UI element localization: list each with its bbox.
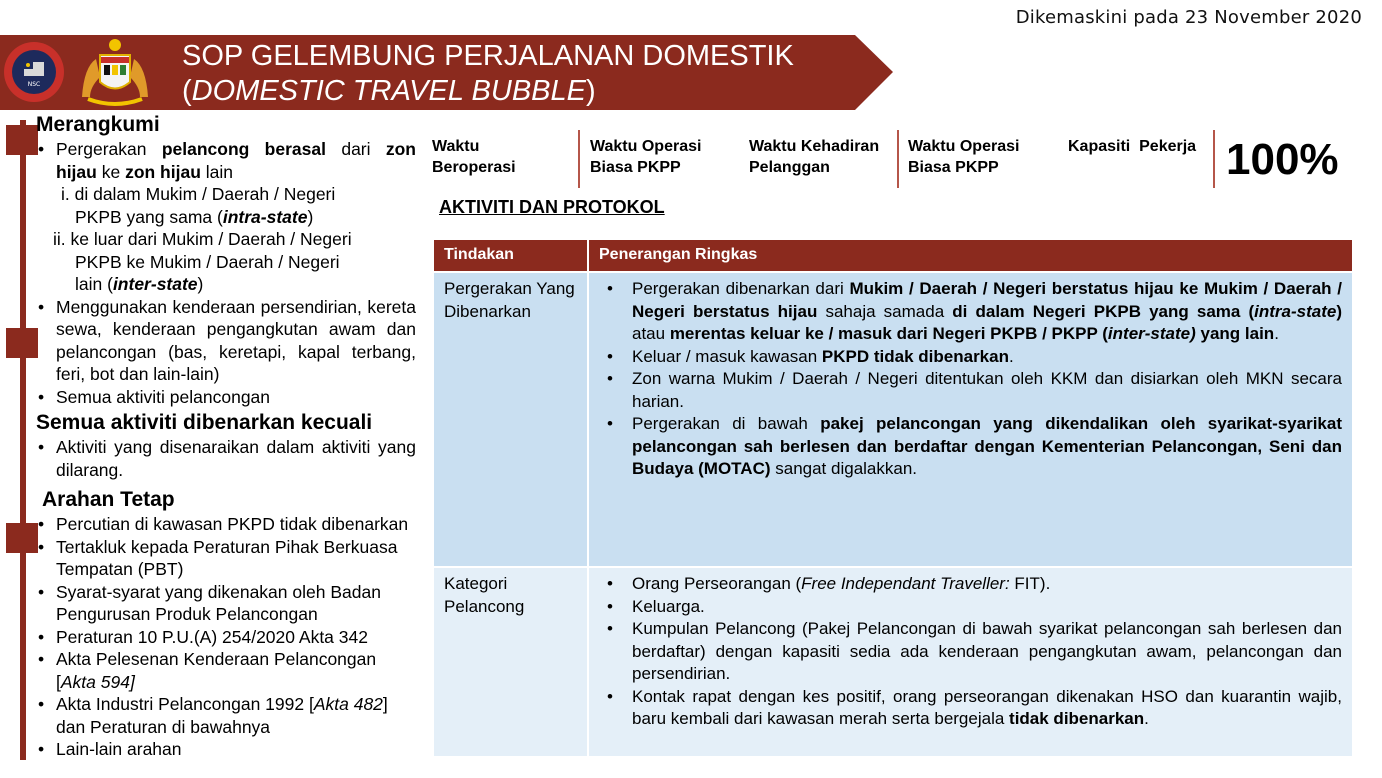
list-item: • Zon warna Mukim / Daerah / Negeri ditentukan oleh KKM dan disiarkan oleh MKN secara harian. — [599, 368, 1342, 413]
coat-of-arms-icon — [70, 37, 160, 107]
list-item: • Menggunakan kenderaan persendirian, kereta sewa, kenderaan pengangkutan awam dan pelancongan (bas, keretapi, kapal terbang, feri, bot dan lain-lain) — [36, 296, 416, 386]
protocol-table — [432, 238, 1354, 758]
list-item: • Semua aktiviti pelancongan — [36, 386, 416, 409]
stat-waktu-kehadiran: Waktu Kehadiran Pelanggan — [749, 138, 880, 176]
rail-marker-3 — [6, 523, 38, 553]
column-header-penerangan: Penerangan Ringkas — [588, 239, 1353, 272]
list-item: • Pergerakan dibenarkan dari Mukim / Daerah / Negeri berstatus hijau ke Mukim / Daerah / Negeri berstatus hijau sahaja samada di dalam Negeri PKPB yang sama (intra-state) atau merentas keluar ke / masuk dari Negeri PKPB / PKPP (inter-state) yang lain. — [599, 278, 1342, 346]
table-row — [433, 272, 1353, 567]
column-header-tindakan: Tindakan — [433, 239, 588, 272]
heading-kecuali: Semua aktiviti dibenarkan kecuali — [36, 411, 373, 434]
list-item: • Percutian di kawasan PKPD tidak dibenarkan — [36, 513, 416, 536]
description-cell — [588, 272, 1353, 567]
title-banner — [0, 35, 893, 110]
list-item: • Orang Perseorangan (Free Independant Traveller: FIT). — [599, 573, 1342, 596]
rail-marker-1 — [6, 125, 38, 155]
list-item: • Lain-lain arahan — [36, 738, 416, 761]
list-item: • Peraturan 10 P.U.(A) 254/2020 Akta 342 — [36, 626, 416, 649]
list-item: • Syarat-syarat yang dikenakan oleh Badan Pengurusan Produk Pelancongan — [36, 581, 416, 626]
list-item: • Kontak rapat dengan kes positif, orang perseorangan dikenakan HSO dan kuarantin wajib, baru kembali dari kawasan merah serta bergejala tidak dibenarkan. — [599, 686, 1342, 731]
divider — [578, 130, 580, 188]
section-title: AKTIVITI DAN PROTOKOL — [439, 197, 665, 217]
list-item: • Akta Pelesenan Kenderaan Pelancongan [Akta 594] — [36, 648, 416, 693]
heading-merangkumi: Merangkumi — [36, 113, 160, 136]
svg-text:NSC: NSC — [27, 81, 41, 88]
nsc-logo-icon — [2, 38, 66, 106]
list-item: • Tertakluk kepada Peraturan Pihak Berkuasa Tempatan (PBT) — [36, 536, 416, 581]
capacity-value: 100% — [1226, 135, 1339, 184]
rail-marker-2 — [6, 328, 38, 358]
list-item: • Akta Industri Pelancongan 1992 [Akta 482] dan Peraturan di bawahnya — [36, 693, 416, 738]
heading-arahan-tetap: Arahan Tetap — [42, 488, 175, 511]
list-item: • Aktiviti yang disenaraikan dalam aktiviti yang dilarang. — [36, 436, 416, 481]
list-item: • Keluarga. — [599, 596, 1342, 619]
stat-kapasiti-pekerja: Kapasiti Pekerja — [1068, 138, 1197, 155]
divider — [1213, 130, 1215, 188]
updated-date: Dikemaskini pada 23 November 2020 — [1015, 7, 1362, 28]
summary-panel — [36, 112, 416, 761]
page-title: SOP GELEMBUNG PERJALANAN DOMESTIK (DOMESTIC TRAVEL BUBBLE) — [182, 40, 794, 107]
table-row — [433, 567, 1353, 757]
action-cell: Pergerakan Yang Dibenarkan — [433, 272, 588, 567]
list-item: • Keluar / masuk kawasan PKPD tidak dibenarkan. — [599, 346, 1342, 369]
action-cell: Kategori Pelancong — [433, 567, 588, 757]
stat-waktu-operasi-2: Waktu Operasi Biasa PKPP — [908, 138, 1020, 176]
divider — [897, 130, 899, 188]
list-item: • Kumpulan Pelancong (Pakej Pelancongan di bawah syarikat pelancongan sah berlesen dan berdaftar) dengan kapasiti sedia ada kenderaan pengangkutan awam, pelancongan dan persendirian. — [599, 618, 1342, 686]
description-cell — [588, 567, 1353, 757]
left-rail — [20, 120, 26, 760]
stat-waktu-operasi-1: Waktu Operasi Biasa PKPP — [590, 138, 702, 176]
list-item: • Pergerakan di bawah pakej pelancongan yang dikendalikan oleh syarikat-syarikat pelancongan sah berlesen dan berdaftar dengan Kementerian Pelancongan, Seni dan Budaya (MOTAC) sangat digalakkan. — [599, 413, 1342, 481]
list-item: • Pergerakan pelancong berasal dari zon hijau ke zon hijau lain i. di dalam Mukim / Daerah / Negeri PKPB yang sama (intra-state) ii. ke luar dari Mukim / Daerah / Negeri PKPB ke Mukim / Daerah / Negeri lain (inter-state) — [36, 138, 416, 296]
stat-waktu-beroperasi: Waktu Beroperasi — [432, 138, 516, 176]
